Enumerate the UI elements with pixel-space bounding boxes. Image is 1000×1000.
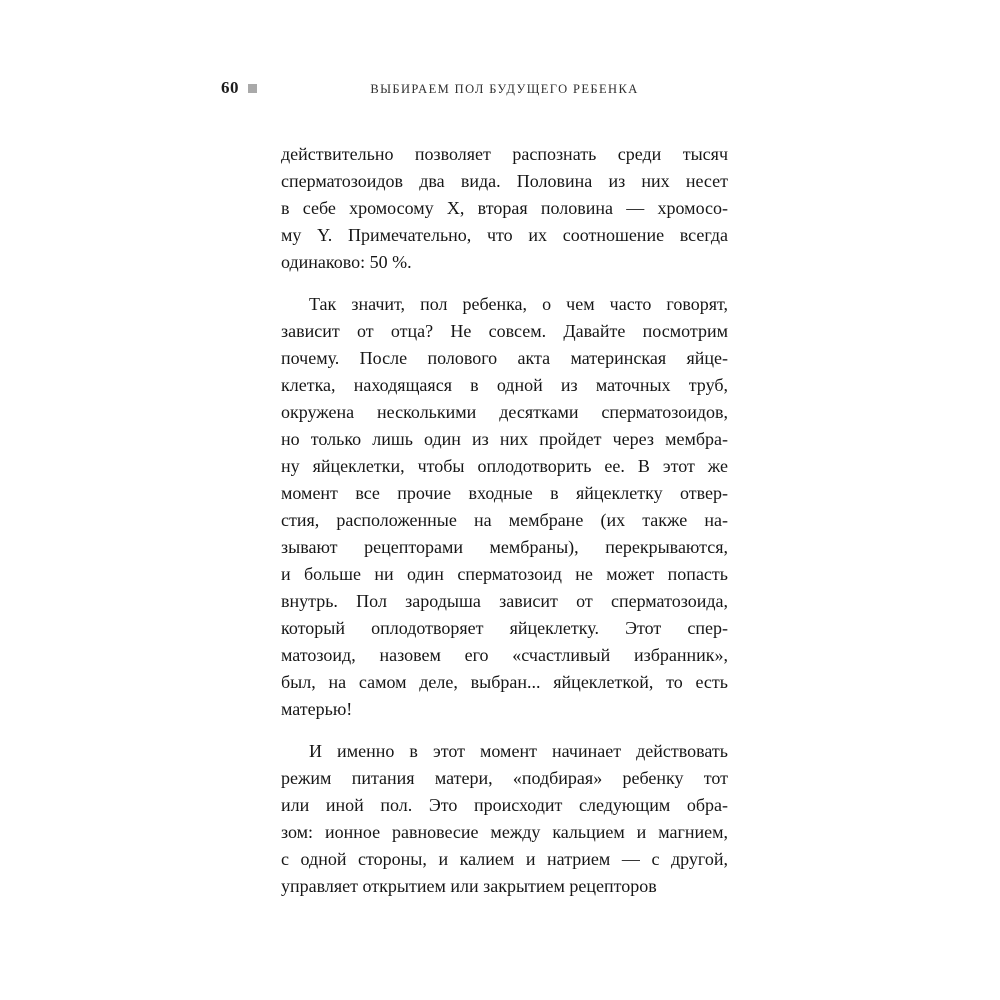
page-header-left bbox=[221, 79, 257, 97]
paragraph bbox=[281, 141, 728, 276]
text-line: с одной стороны, и калием и натрием — с другой, bbox=[281, 849, 728, 869]
running-title: ВЫБИРАЕМ ПОЛ БУДУЩЕГО РЕБЕНКА bbox=[370, 82, 639, 96]
square-bullet-icon bbox=[248, 84, 257, 93]
text-line: зывают рецепторами мембраны), перекрываются, bbox=[281, 537, 728, 557]
text-line: матерью! bbox=[281, 699, 353, 719]
text-line: сперматозоидов два вида. Половина из них несет bbox=[281, 171, 728, 191]
text-line: ну яйцеклетки, чтобы оплодотворить ее. В этот же bbox=[281, 456, 728, 476]
text-line: окружена несколькими десятками сперматозоидов, bbox=[281, 402, 728, 422]
text-line: И именно в этот момент начинает действовать bbox=[309, 741, 728, 761]
text-line: зом: ионное равновесие между кальцием и магнием, bbox=[281, 822, 728, 842]
text-line: режим питания матери, «подбирая» ребенку тот bbox=[281, 768, 728, 788]
text-line: который оплодотворяет яйцеклетку. Этот спер- bbox=[281, 618, 728, 638]
text-line: Так значит, пол ребенка, о чем часто говорят, bbox=[309, 294, 728, 314]
text-line: управляет открытием или закрытием рецепторов bbox=[281, 876, 657, 896]
text-line: зависит от отца? Не совсем. Давайте посмотрим bbox=[281, 321, 728, 341]
text-line: матозоид, назовем его «счастливый избранник», bbox=[281, 645, 728, 665]
body-text bbox=[281, 141, 728, 900]
text-line: и больше ни один сперматозоид не может попасть bbox=[281, 564, 728, 584]
text-line: стия, расположенные на мембране (их также на- bbox=[281, 510, 728, 530]
paragraph bbox=[281, 738, 728, 900]
text-line: момент все прочие входные в яйцеклетку отвер- bbox=[281, 483, 728, 503]
text-line: почему. После полового акта материнская яйце- bbox=[281, 348, 728, 368]
page-number: 60 bbox=[221, 78, 239, 97]
paragraph bbox=[281, 291, 728, 723]
text-line: но только лишь один из них пройдет через мембра- bbox=[281, 429, 728, 449]
text-line: или иной пол. Это происходит следующим обра- bbox=[281, 795, 728, 815]
text-line: внутрь. Пол зародыша зависит от сперматозоида, bbox=[281, 591, 728, 611]
text-line: действительно позволяет распознать среди тысяч bbox=[281, 144, 728, 164]
text-line: одинаково: 50 %. bbox=[281, 252, 412, 272]
text-line: му Y. Примечательно, что их соотношение всегда bbox=[281, 225, 728, 245]
text-line: в себе хромосому X, вторая половина — хромосо- bbox=[281, 198, 728, 218]
text-line: клетка, находящаяся в одной из маточных труб, bbox=[281, 375, 728, 395]
text-line: был, на самом деле, выбран... яйцеклеткой, то есть bbox=[281, 672, 728, 692]
